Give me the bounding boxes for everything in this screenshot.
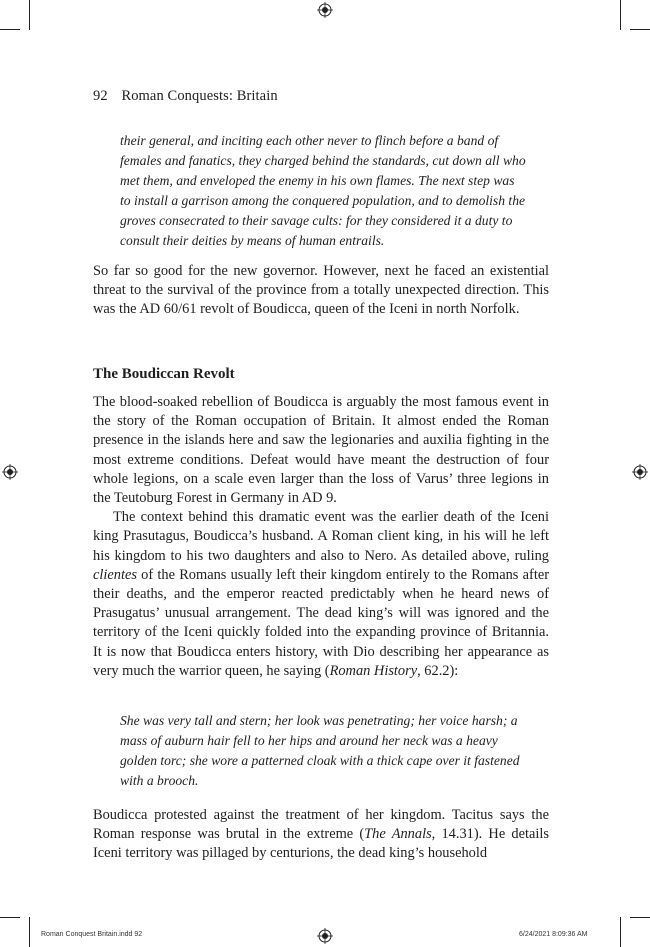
quote-text: their general, and inciting each other never to flinch before a band of females and fanatics, they charged behind the standards, cut down all who met them, and enveloped the enemy in his own flames. The next step was to install a garrison among the conquered population, and to demolish the groves consecrated to their savage cults: for they considered it a duty to consult their deities by means of human entrails. [120,133,526,248]
italic-term: clientes [93,566,137,583]
section-heading: The Boudiccan Revolt [93,366,235,382]
crop-mark [620,0,621,30]
crop-mark [630,29,650,30]
body-paragraph [93,806,549,864]
paragraph-text [93,508,549,681]
crop-mark [0,917,20,918]
paragraph-text [93,806,549,864]
quote-text: She was very tall and stern; her look was penetrating; her voice harsh; a mass of auburn hair fell to her hips and around her neck was a heavy golden torc; she wore a patterned cloak with a thick cape over it fastened with a brooch. [120,713,520,788]
running-head [93,88,278,105]
text-run: , 14.31). He details Iceni territory was pillaged by centurions, the dead king’s household [93,826,549,862]
body-paragraphs [93,393,549,681]
paragraph-text: So far so good for the new governor. However, next he faced an existential threat to the survival of the province from a totally unexpected direction. This was the AD 60/61 revolt of Boudicca, queen of the Iceni in north Norfolk. [93,263,549,318]
crop-mark [620,917,621,947]
crop-mark [0,29,20,30]
slug-file: Roman Conquest Britain.indd 92 [41,931,143,938]
italic-title: Roman History [329,662,418,679]
text-run: of the Romans usually left their kingdom entirely to the Romans after their deaths, and the emperor reacted predictably when he heard news of Prasugatus’ unusual arrangement. The dead king’s will was ignored and the territory of the Iceni quickly folded into the expanding province of Britannia. It is now that Boudicca enters history, with Dio describing her appearance as very much the warrior queen, he saying ( [93,566,549,679]
crop-mark [29,0,30,30]
text-run: Boudicca protested against the treatment of her kingdom. Tacitus says the Roman response was brutal in the extreme ( [93,807,549,843]
text-run: , 62.2): [417,662,459,679]
block-quote [120,711,526,791]
paragraph-text: The blood-soaked rebellion of Boudicca is arguably the most famous event in the story of the Roman occupation of Britain. It almost ended the Roman presence in the islands here and saw the legionaries and auxilia fighting in the most extreme conditions. Defeat would have meant the destruction of four whole legions, on a scale even larger than the loss of Varus’ three legions in the Teutoburg Forest in Germany in AD 9. [93,394,549,507]
body-paragraph [93,262,549,320]
registration-mark-icon [317,928,333,944]
registration-mark-icon [317,2,333,18]
page-number: 92 [93,88,108,104]
slug-timestamp: 6/24/2021 8:09:36 AM [519,931,588,938]
italic-title: The Annals [364,826,432,843]
running-title: Roman Conquests: Britain [121,88,278,104]
text-run: The context behind this dramatic event was the earlier death of the Iceni king Prasutagus, Boudicca’s husband. A Roman client king, in his will he left his kingdom to his two daughters and also to Nero. As detailed above, ruling [93,509,549,564]
crop-mark [630,917,650,918]
crop-mark [29,917,30,947]
registration-mark-icon [2,464,18,480]
block-quote [120,131,526,250]
registration-mark-icon [632,464,648,480]
